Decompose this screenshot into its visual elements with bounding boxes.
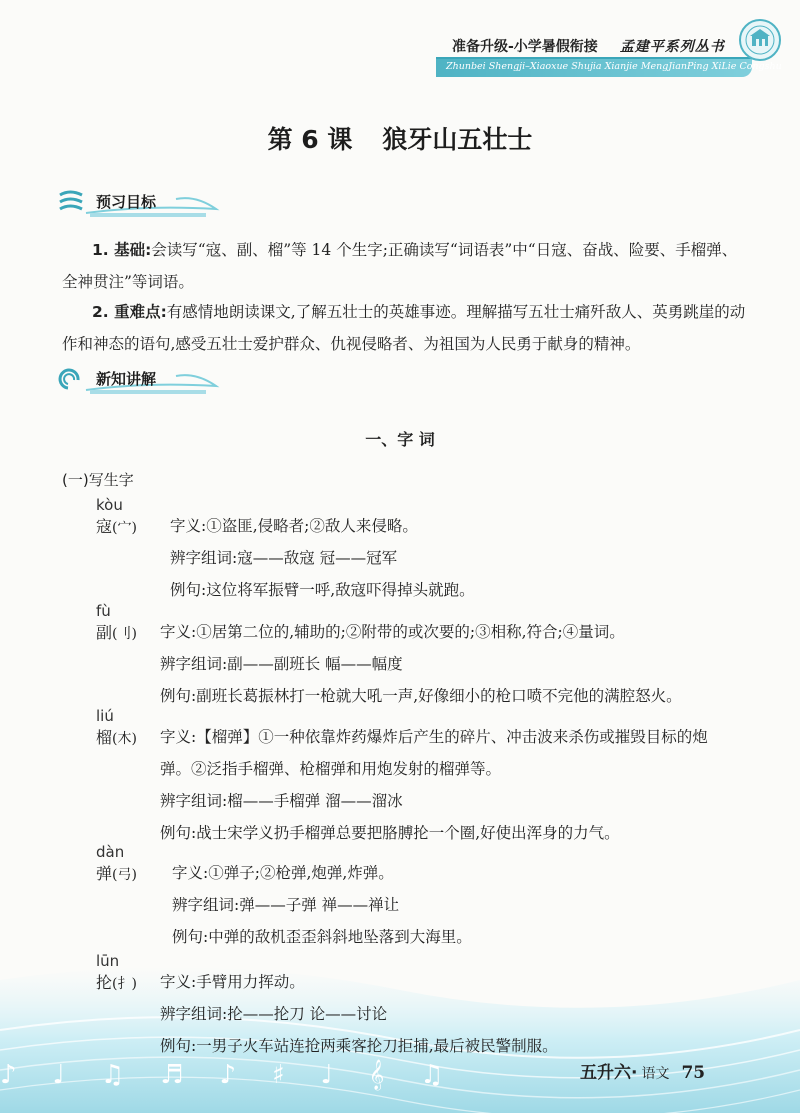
- char-glyph: 副: [96, 623, 113, 642]
- char-meaning: 字义:手臂用力挥动。: [160, 973, 305, 991]
- footer-grade: 五升六: [580, 1063, 631, 1083]
- page-title: [0, 120, 800, 156]
- char-entry: [96, 725, 137, 748]
- char-glyph: 弹: [96, 864, 113, 883]
- char-example: 例句:战士宋学义扔手榴弹总要把胳膊抡一个圈,好使出浑身的力气。: [160, 824, 620, 842]
- char-example: 例句:一男子火车站连抢两乘客抡刀拒捕,最后被民警制服。: [160, 1037, 558, 1055]
- new-knowledge-label: 新知讲解: [96, 370, 157, 388]
- char-entry: [96, 620, 137, 643]
- char-glyph: 抡: [96, 973, 113, 992]
- char-meaning: 字义:①弹子;②枪弹,炮弹,炸弹。: [172, 864, 394, 882]
- book-title: 准备升级-小学暑假衔接: [452, 39, 598, 55]
- part-heading: 一、字 词: [365, 430, 435, 449]
- series-name: 孟建平系列丛书: [619, 39, 725, 55]
- char-glyph: 寇: [96, 517, 113, 536]
- char-pinyin: fù: [96, 602, 111, 620]
- char-meaning: 字义:①盗匪,侵略者;②敌人来侵略。: [170, 517, 418, 535]
- preview-label: 预习目标: [96, 193, 157, 211]
- char-pinyin: kòu: [96, 496, 123, 514]
- footer-subject: 语文: [641, 1066, 670, 1082]
- footer-dot: ·: [631, 1063, 638, 1083]
- char-radical: (木): [112, 731, 137, 747]
- char-radical: (刂): [112, 626, 137, 642]
- char-compare: 辨字组词:寇——敌寇 冠——冠军: [170, 549, 398, 567]
- char-entry: [96, 861, 137, 884]
- char-compare: 辨字组词:副——副班长 幅——幅度: [160, 655, 403, 673]
- new-knowledge-banner: [56, 364, 226, 394]
- page-number: 75: [681, 1063, 706, 1083]
- char-entry: [96, 514, 137, 537]
- music-notes-icon: ♪♩♫♬♪♯♩𝄞♫: [0, 1060, 480, 1090]
- char-pinyin: lūn: [96, 952, 120, 970]
- char-example: 例句:副班长葛振林打一枪就大吼一声,好像细小的枪口喷不完他的满腔怒火。: [160, 687, 682, 705]
- item-text: 有感情地朗读课文,了解五壮士的英雄事迹。理解描写五壮士痛歼敌人、英勇跳崖的动作和神态的语句,感受五壮士爱护群众、仇视侵略者、为祖国为人民勇于献身的精神。: [62, 303, 746, 353]
- char-meaning: 字义:【榴弹】①一种依靠炸药爆炸后产生的碎片、冲击波来杀伤或摧毁目标的炮: [160, 728, 708, 746]
- lesson-number: 第 6 课: [267, 125, 353, 154]
- char-pinyin: liú: [96, 707, 114, 725]
- char-glyph: 榴: [96, 728, 113, 747]
- char-pinyin: dàn: [96, 843, 125, 861]
- char-example: 例句:这位将军振臂一呼,敌寇吓得掉头就跑。: [170, 581, 475, 599]
- char-compare: 辨字组词:抡——抡刀 论——讨论: [160, 1005, 388, 1023]
- char-example: 例句:中弹的敌机歪歪斜斜地坠落到大海里。: [172, 928, 472, 946]
- char-entry: [96, 970, 137, 993]
- char-meaning-cont: 弹。②泛指手榴弹、枪榴弹和用炮发射的榴弹等。: [160, 760, 502, 778]
- footer-label: [580, 1058, 705, 1083]
- preview-banner: [56, 187, 226, 217]
- char-compare: 辨字组词:榴——手榴弹 溜——溜冰: [160, 792, 403, 810]
- item-lead: 1. 基础:: [92, 241, 152, 259]
- char-radical: (弓): [112, 867, 137, 883]
- sub-heading: (一)写生字: [62, 471, 134, 489]
- item-lead: 2. 重难点:: [92, 303, 167, 321]
- preview-item-2: [62, 296, 752, 360]
- char-meaning: 字义:①居第二位的,辅助的;②附带的或次要的;③相称,符合;④量词。: [160, 623, 625, 641]
- school-seal-icon: [738, 18, 782, 62]
- preview-item-1: [62, 234, 752, 298]
- item-text: 会读写“寇、副、榴”等 14 个生字;正确读写“词语表”中“日寇、奋战、险要、手榴弹、全神贯注”等词语。: [62, 241, 738, 291]
- char-radical: (宀): [112, 520, 137, 536]
- header-title: [452, 36, 752, 56]
- char-compare: 辨字组词:弹——子弹 禅——禅让: [172, 896, 400, 914]
- lesson-title: 狼牙山五壮士: [382, 125, 533, 154]
- header-pinyin: Zhunbei Shengji–Xiaoxue Shujia Xianjie MengJianPing XiLie Congshu: [446, 61, 782, 72]
- char-radical: (扌): [112, 976, 137, 992]
